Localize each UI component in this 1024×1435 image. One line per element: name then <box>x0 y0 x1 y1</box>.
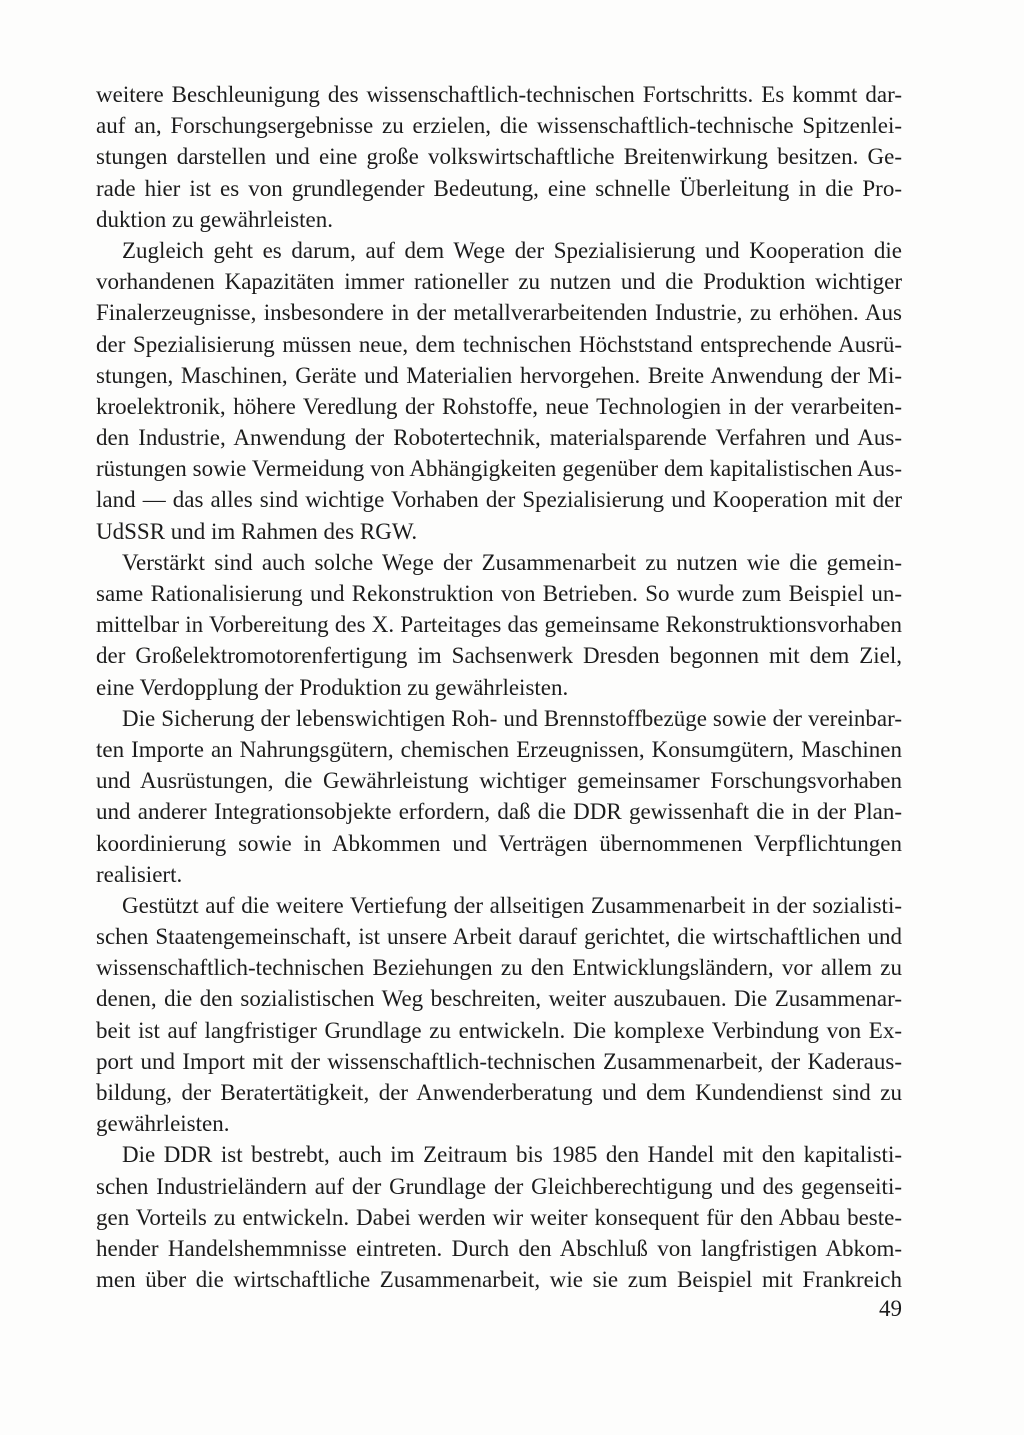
text-line: koordinierung sowie in Abkommen und Verträgen übernommenen Verpflichtungen <box>96 830 902 856</box>
text-line: Die Sicherung der lebenswichtigen Roh- und Brennstoffbezüge sowie der vereinbar- <box>122 705 902 731</box>
text-line: Gestützt auf die weitere Vertiefung der allseitigen Zusammenarbeit in der sozialisti- <box>122 892 902 918</box>
text-line: wissenschaftlich-technischen Beziehungen zu den Entwicklungsländern, vor allem zu <box>96 955 902 981</box>
text-line: stungen darstellen und eine große volkswirtschaftliche Breitenwirkung besitzen. Ge- <box>96 144 902 170</box>
text-line: schen Staatengemeinschaft, ist unsere Arbeit darauf gerichtet, die wirtschaftlichen und <box>96 924 902 950</box>
body-text <box>96 79 902 1295</box>
paragraph <box>96 79 902 235</box>
text-line: mittelbar in Vorbereitung des X. Parteitages das gemeinsame Rekonstruktionsvorhaben <box>96 612 902 638</box>
text-line: Verstärkt sind auch solche Wege der Zusammenarbeit zu nutzen wie die gemein- <box>122 549 902 575</box>
paragraph <box>96 703 902 890</box>
text-line: stungen, Maschinen, Geräte und Materialien hervorgehen. Breite Anwendung der Mi- <box>96 362 902 388</box>
text-line: und Ausrüstungen, die Gewährleistung wichtiger gemeinsamer Forschungsvorhaben <box>96 768 902 794</box>
text-line: der Großelektromotorenfertigung im Sachsenwerk Dresden begonnen mit dem Ziel, <box>96 643 902 669</box>
text-line: UdSSR und im Rahmen des RGW. <box>96 518 418 544</box>
text-line: Zugleich geht es darum, auf dem Wege der Spezialisierung und Kooperation die <box>122 237 902 263</box>
text-line: kroelektronik, höhere Veredlung der Rohstoffe, neue Technologien in der verarbeiten- <box>96 393 902 419</box>
text-line: ten Importe an Nahrungsgütern, chemischen Erzeugnissen, Konsumgütern, Maschinen <box>96 736 902 762</box>
text-line: gen Vorteils zu entwickeln. Dabei werden wir weiter konsequent für den Abbau beste- <box>96 1204 902 1230</box>
text-line: Finalerzeugnisse, insbesondere in der metallverarbeitenden Industrie, zu erhöhen. Aus <box>96 300 902 326</box>
text-line: bildung, der Beratertätigkeit, der Anwenderberatung und dem Kundendienst sind zu <box>96 1080 902 1105</box>
text-line: port und Import mit der wissenschaftlich-technischen Zusammenarbeit, der Kaderaus- <box>96 1048 902 1074</box>
text-line: denen, die den sozialistischen Weg beschreiten, weiter auszubauen. Die Zusammenar- <box>96 986 902 1012</box>
text-line: auf an, Forschungsergebnisse zu erzielen, die wissenschaftlich-technische Spitzenlei- <box>96 113 902 139</box>
text-line: weitere Beschleunigung des wissenschaftlich-technischen Fortschritts. Es kommt dar- <box>96 82 902 107</box>
paragraph <box>96 235 902 547</box>
paragraph <box>96 1139 902 1295</box>
page-number: 49 <box>879 1296 902 1321</box>
text-line: realisiert. <box>96 861 183 887</box>
text-line: rade hier ist es von grundlegender Bedeutung, eine schnelle Überleitung in die Pro- <box>96 175 902 201</box>
text-line: rüstungen sowie Vermeidung von Abhängigkeiten gegenüber dem kapitalistischen Aus- <box>96 456 902 482</box>
text-line: hender Handelshemmnisse eintreten. Durch den Abschluß von langfristigen Abkom- <box>96 1235 902 1261</box>
text-line: den Industrie, Anwendung der Robotertechnik, materialsparende Verfahren und Aus- <box>96 425 902 451</box>
text-line: gewährleisten. <box>96 1111 230 1137</box>
text-line: schen Industrieländern auf der Grundlage der Gleichberechtigung und des gegenseiti- <box>96 1173 902 1199</box>
text-line: men über die wirtschaftliche Zusammenarbeit, wie sie zum Beispiel mit Frankreich <box>96 1267 902 1293</box>
text-line: vorhandenen Kapazitäten immer rationeller zu nutzen und die Produktion wichtiger <box>96 269 902 295</box>
text-line: Die DDR ist bestrebt, auch im Zeitraum bis 1985 den Handel mit den kapitalisti- <box>122 1142 902 1168</box>
text-line: duktion zu gewährleisten. <box>96 206 333 232</box>
paragraph <box>96 547 902 703</box>
text-line: der Spezialisierung müssen neue, dem technischen Höchststand entsprechende Ausrü- <box>96 331 902 357</box>
paragraph <box>96 890 902 1140</box>
text-line: eine Verdopplung der Produktion zu gewährleisten. <box>96 674 569 700</box>
text-line: beit ist auf langfristiger Grundlage zu entwickeln. Die komplexe Verbindung von Ex- <box>96 1017 902 1043</box>
text-line: land — das alles sind wichtige Vorhaben der Spezialisierung und Kooperation mit der <box>96 487 902 513</box>
text-line: same Rationalisierung und Rekonstruktion von Betrieben. So wurde zum Beispiel un- <box>96 581 902 606</box>
text-line: und anderer Integrationsobjekte erfordern, daß die DDR gewissenhaft die in der Plan- <box>96 799 902 825</box>
